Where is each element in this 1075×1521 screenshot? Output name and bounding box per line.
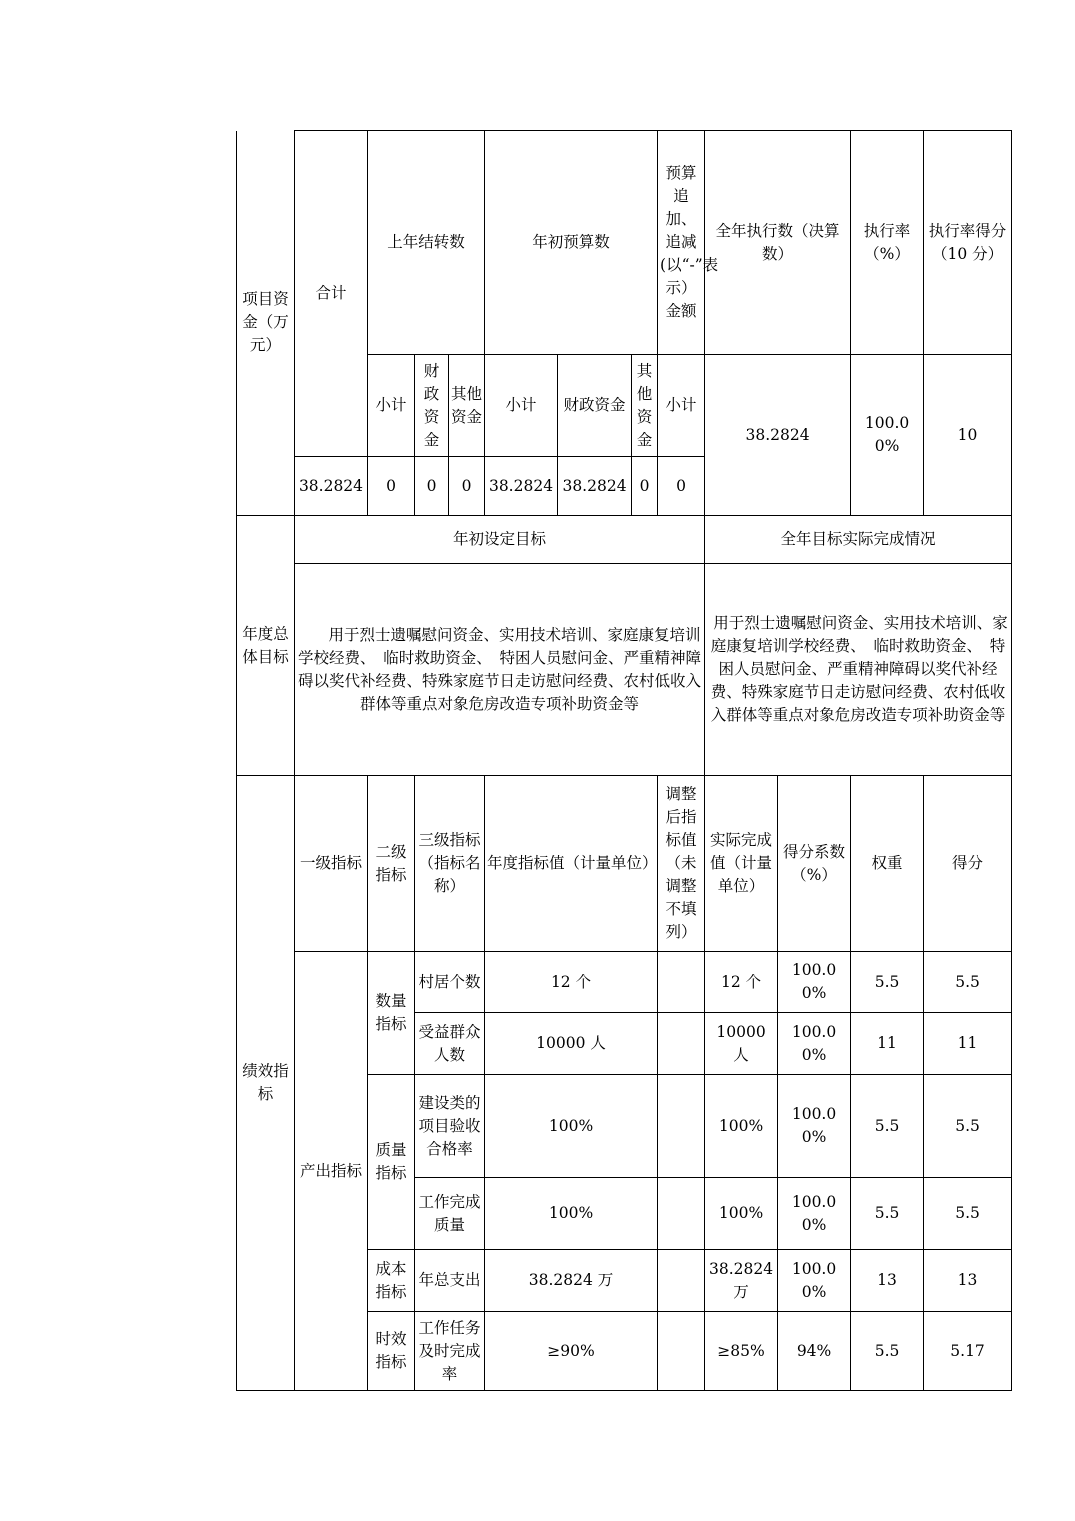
weight: 5.5 (851, 1178, 924, 1250)
level1-header: 一级指标 (295, 776, 368, 952)
score-coef: 100.00% (778, 952, 851, 1013)
init-other-header: 其他资金 (632, 355, 658, 457)
annual-value: 10000 人 (485, 1013, 658, 1075)
adjusted-value (658, 1250, 705, 1312)
actual-value-header: 实际完成值（计量单位） (705, 776, 778, 952)
adjust-subtotal-value: 0 (658, 457, 705, 516)
score: 5.17 (924, 1312, 1012, 1391)
adjusted-value (658, 1075, 705, 1178)
init-fiscal-header: 财政资金 (558, 355, 632, 457)
goals-row-label: 年度总体目标 (237, 516, 295, 776)
score: 5.5 (924, 1178, 1012, 1250)
indicator-name: 村居个数 (415, 952, 485, 1013)
score-coef: 94% (778, 1312, 851, 1391)
indicator-name: 建设类的项目验收合格率 (415, 1075, 485, 1178)
prev-fiscal-header: 财政资金 (415, 355, 449, 457)
weight: 5.5 (851, 952, 924, 1013)
exec-score-value: 10 (924, 355, 1012, 516)
funds-row-label: 项目资金（万元） (237, 131, 295, 516)
prev-subtotal-value: 0 (368, 457, 415, 516)
weight: 5.5 (851, 1075, 924, 1178)
quantity-indicator-label: 数量指标 (368, 952, 415, 1075)
goals-set-text: 用于烈士遗嘱慰问资金、实用技术培训、家庭康复培训学校经费、 临时救助资金、 特困人员慰问金、严重精神障碍以奖代补经费、特殊家庭节日走访慰问经费、农村低收入群体等重点对象危房改造专项补助资金等 (295, 564, 705, 776)
performance-row-label: 绩效指标 (237, 776, 295, 1391)
actual-value: 100% (705, 1075, 778, 1178)
exec-rate-value: 100.00% (851, 355, 924, 516)
indicator-name: 年总支出 (415, 1250, 485, 1312)
score-coef: 100.00% (778, 1013, 851, 1075)
initial-budget-header: 年初预算数 (485, 131, 658, 355)
adjust-subtotal-header: 小计 (658, 355, 705, 457)
score-coef: 100.00% (778, 1250, 851, 1312)
score: 13 (924, 1250, 1012, 1312)
indicator-name: 工作完成质量 (415, 1178, 485, 1250)
adjust-header: 预算追加、追减(以“-”表示）金额 (658, 131, 705, 355)
timeliness-indicator-label: 时效指标 (368, 1312, 415, 1391)
adjusted-value (658, 1178, 705, 1250)
annual-value: 100% (485, 1178, 658, 1250)
annual-value: ≥90% (485, 1312, 658, 1391)
score-coef-header: 得分系数（%） (778, 776, 851, 952)
actual-value: ≥85% (705, 1312, 778, 1391)
weight: 13 (851, 1250, 924, 1312)
actual-value: 38.2824万 (705, 1250, 778, 1312)
quality-indicator-label: 质量指标 (368, 1075, 415, 1250)
funds-total-header: 合计 (295, 131, 368, 457)
prev-fiscal-value: 0 (415, 457, 449, 516)
adjusted-value (658, 952, 705, 1013)
adjusted-value (658, 1013, 705, 1075)
level2-header: 二级指标 (368, 776, 415, 952)
actual-value: 12 个 (705, 952, 778, 1013)
annual-value: 12 个 (485, 952, 658, 1013)
score-header: 得分 (924, 776, 1012, 952)
goals-set-header: 年初设定目标 (295, 516, 705, 564)
full-year-exec-value: 38.2824 (705, 355, 851, 516)
annual-value: 38.2824 万 (485, 1250, 658, 1312)
adjusted-value-header: 调整后指标值（未调整不填列） (658, 776, 705, 952)
prev-subtotal-header: 小计 (368, 355, 415, 457)
prev-other-value: 0 (449, 457, 485, 516)
annual-value: 100% (485, 1075, 658, 1178)
weight-header: 权重 (851, 776, 924, 952)
full-year-exec-header: 全年执行数（决算数） (705, 131, 851, 355)
exec-score-header: 执行率得分（10 分） (924, 131, 1012, 355)
table-row (237, 952, 1012, 1013)
actual-value: 10000 人 (705, 1013, 778, 1075)
score-coef: 100.00% (778, 1178, 851, 1250)
adjusted-value (658, 1312, 705, 1391)
indicator-name: 工作任务及时完成率 (415, 1312, 485, 1391)
goals-actual-header: 全年目标实际完成情况 (705, 516, 1012, 564)
init-subtotal-value: 38.2824 (485, 457, 558, 516)
indicator-name: 受益群众人数 (415, 1013, 485, 1075)
init-fiscal-value: 38.2824 (558, 457, 632, 516)
funds-total-value: 38.2824 (295, 457, 368, 516)
weight: 5.5 (851, 1312, 924, 1391)
level3-header: 三级指标（指标名称） (415, 776, 485, 952)
exec-rate-header: 执行率（%） (851, 131, 924, 355)
goals-actual-text: 用于烈士遗嘱慰问资金、实用技术培训、家庭康复培训学校经费、 临时救助资金、 特困人员慰问金、严重精神障碍以奖代补经费、特殊家庭节日走访慰问经费、农村低收入群体等重点对象危房改造专项补助资金等 (705, 564, 1012, 776)
score: 11 (924, 1013, 1012, 1075)
performance-evaluation-table (236, 130, 1012, 1391)
cost-indicator-label: 成本指标 (368, 1250, 415, 1312)
actual-value: 100% (705, 1178, 778, 1250)
score: 5.5 (924, 952, 1012, 1013)
score-coef: 100.00% (778, 1075, 851, 1178)
annual-value-header: 年度指标值（计量单位） (485, 776, 658, 952)
output-indicator-label: 产出指标 (295, 952, 368, 1391)
init-subtotal-header: 小计 (485, 355, 558, 457)
init-other-value: 0 (632, 457, 658, 516)
prev-carry-header: 上年结转数 (368, 131, 485, 355)
weight: 11 (851, 1013, 924, 1075)
prev-other-header: 其他资金 (449, 355, 485, 457)
score: 5.5 (924, 1075, 1012, 1178)
